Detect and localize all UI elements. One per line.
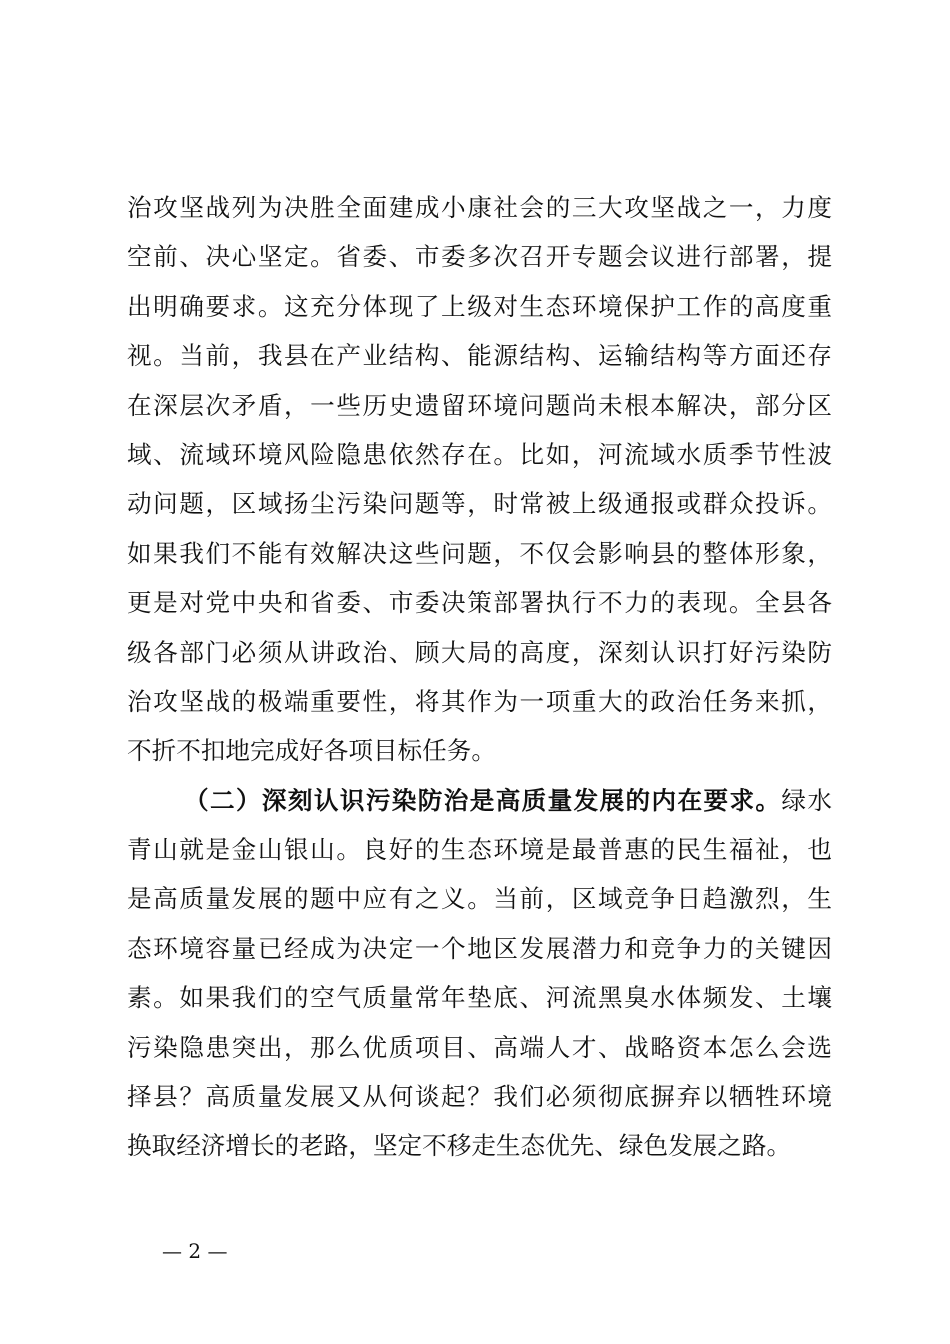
text-line: 视。当前，我县在产业结构、能源结构、运输结构等方面还存	[127, 341, 832, 371]
text-line: 更是对党中央和省委、市委决策部署执行不力的表现。全县各	[127, 588, 832, 618]
section-heading: （二）深刻认识污染防治是高质量发展的内在要求。	[184, 785, 782, 815]
text-line: 素。如果我们的空气质量常年垫底、河流黑臭水体频发、土壤	[127, 983, 832, 1013]
text-line: 污染隐患突出，那么优质项目、高端人才、战略资本怎么会选	[127, 1032, 832, 1062]
text-line: 空前、决心坚定。省委、市委多次召开专题会议进行部署，提	[127, 242, 832, 272]
paragraph-2	[127, 776, 832, 1171]
text-fragment: 绿水	[781, 785, 832, 815]
text-line: 域、流域环境风险隐患依然存在。比如，河流域水质季节性波	[127, 439, 832, 469]
text-line: 在深层次矛盾，一些历史遗留环境问题尚未根本解决，部分区	[127, 390, 832, 420]
page-number: — 2 —	[162, 1239, 228, 1263]
text-line: 态环境容量已经成为决定一个地区发展潜力和竞争力的关键因	[127, 933, 832, 963]
text-line: 如果我们不能有效解决这些问题，不仅会影响县的整体形象，	[127, 538, 832, 568]
document-body	[127, 183, 832, 1171]
text-line: 是高质量发展的题中应有之义。当前，区域竞争日趋激烈，生	[127, 884, 832, 914]
text-line: 级各部门必须从讲政治、顾大局的高度，深刻认识打好污染防	[127, 637, 832, 667]
text-line: 治攻坚战列为决胜全面建成小康社会的三大攻坚战之一，力度	[127, 193, 832, 222]
text-line: 动问题，区域扬尘污染问题等，时常被上级通报或群众投诉。	[127, 489, 832, 519]
text-line: 不折不扣地完成好各项目标任务。	[127, 736, 496, 766]
text-line: 青山就是金山银山。良好的生态环境是最普惠的民生福祉，也	[127, 835, 832, 865]
paragraph-2-first-line	[127, 776, 832, 825]
paragraph-1	[127, 183, 832, 776]
text-line: 换取经济增长的老路，坚定不移走生态优先、绿色发展之路。	[127, 1131, 792, 1161]
text-line: 出明确要求。这充分体现了上级对生态环境保护工作的高度重	[127, 291, 832, 321]
text-line: 择县？高质量发展又从何谈起？我们必须彻底摒弃以牺牲环境	[127, 1082, 832, 1112]
text-line: 治攻坚战的极端重要性，将其作为一项重大的政治任务来抓，	[127, 686, 832, 716]
